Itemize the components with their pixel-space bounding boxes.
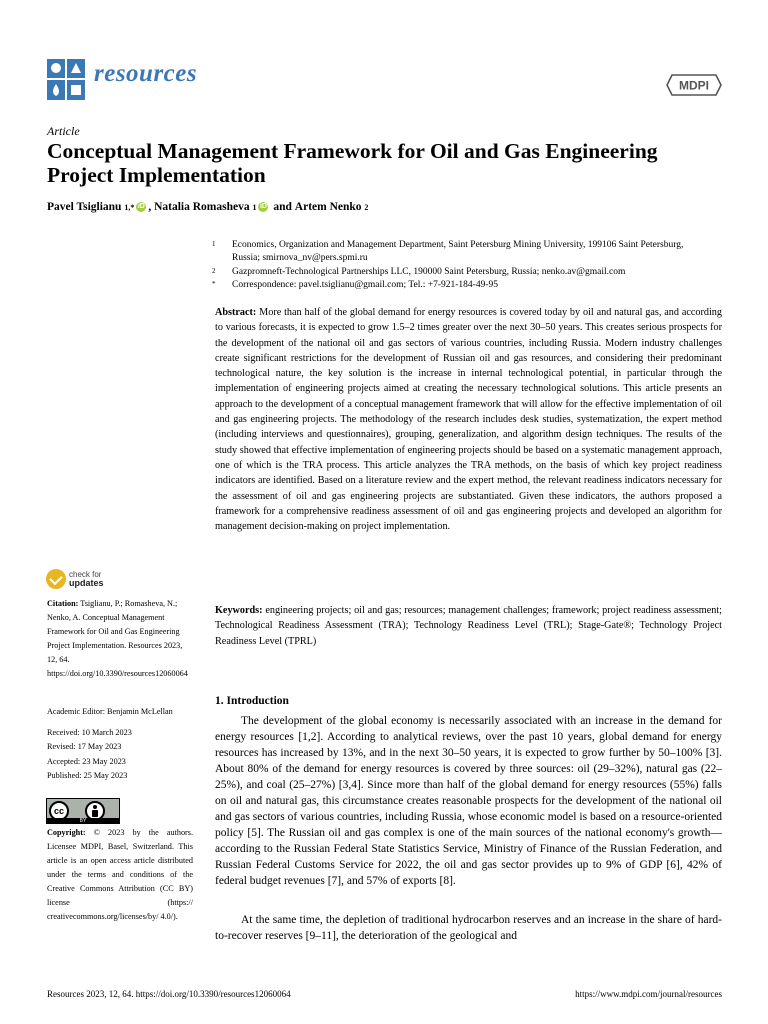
citation-block bbox=[47, 597, 193, 681]
author-affiliation-mark: 2 bbox=[364, 202, 369, 212]
academic-editor: Academic Editor: Benjamin McLellan bbox=[47, 707, 173, 716]
footer-journal-link[interactable]: https://www.mdpi.com/journal/resources bbox=[575, 989, 722, 999]
keywords-label: Keywords: bbox=[215, 605, 263, 616]
citation-text: Tsiglianu, P.; Romasheva, N.; Nenko, A. Conceptual Management Framework for Oil and Gas Engineering Project Implementation. Resources 2023, 12, 64. https://doi.org/10.3390/resources12060064 bbox=[47, 599, 188, 678]
affiliation-text: Economics, Organization and Management Department, Saint Petersburg Mining University, 199106 Saint Petersburg, Russia; smirnova_nv@pers.spmi.ru bbox=[232, 240, 684, 263]
journal-logo-icon bbox=[47, 59, 85, 100]
check-updates-text bbox=[69, 570, 104, 588]
check-updates-line: check for bbox=[69, 570, 102, 579]
affiliation-text: Gazpromneft-Technological Partnerships LLC, 190000 Saint Petersburg, Russia; nenko.av@gmail.com bbox=[232, 267, 626, 277]
author-separator: and bbox=[270, 201, 295, 213]
author-list bbox=[47, 201, 368, 213]
orcid-icon[interactable]: iD bbox=[137, 203, 145, 210]
received-date: Received: 10 March 2023 bbox=[47, 728, 132, 737]
keywords bbox=[215, 603, 722, 649]
mdpi-logo-text: MDPI bbox=[679, 78, 709, 93]
mdpi-logo-icon bbox=[666, 72, 722, 98]
article-type: Article bbox=[47, 124, 80, 138]
cc-icon: cc bbox=[49, 801, 69, 821]
accepted-date: Accepted: 23 May 2023 bbox=[47, 757, 126, 766]
citation-label: Citation: bbox=[47, 599, 79, 608]
author-name[interactable]: Artem Nenko bbox=[294, 201, 362, 213]
check-updates-line: updates bbox=[69, 578, 104, 588]
intro-paragraph: At the same time, the depletion of traditional hydrocarbon reserves and an increase in the share of hard-to-recover reserves [9–11], the deterioration of the geological and bbox=[215, 914, 722, 942]
abstract-text: More than half of the global demand for energy resources is covered today by oil and natural gas, and according to various forecasts, it is expected to grow 1.5–2 times greater over the next 30–50 years. This creates serious prospects for the development of the national oil and gas sectors of various countries, including Russia. Modern industry challenges create significant restrictions for the development of Russian oil and gas resources, and considering their predominant technological nature, the key solution is the increase in internal technological potential, in particular through the implementation of engineering projects aimed at creating the necessary technological solutions. This article presents an approach to the development of a conceptual management framework that will allow for the effective implementation of oil and gas engineering projects. The methodology of the research includes desk studies, systematization, the expert method (including interviews and questionnaires), grouping, generalization, and algorithm design techniques. The results of the study showed that effective implementation of engineering projects should be based on a systematic management approach, one of which is the TRA process. This article analyzes the TRA methods, on the basis of which key project readiness indicators are identified. Based on a literature review and the expert method, the relevant readiness indicators necessary for the assessment of oil and gas engineering projects are substantiated. Given these indicators, the authors proposed a framework for a comprehensive readiness assessment of oil and gas engineering projects and developed an algorithm for management decision-making on project implementation. bbox=[215, 307, 722, 533]
correspondence-text: Correspondence: pavel.tsiglianu@gmail.com; Tel.: +7-921-184-49-95 bbox=[232, 280, 499, 290]
author-separator: , bbox=[148, 201, 155, 213]
intro-paragraph: The development of the global economy is necessarily associated with an increase in the demand for energy resources [1,2]. According to analytical reviews, over the past 10 years, global demand for energy resources has increased by 13%, and in the next 30–50 years, it is expected to grow further by 50–100% [3]. About 80% of the demand for energy resources is covered by three sources: oil (29–32%), natural gas (22–25%), and coal (25–27%) [3,4]. Since more than half of the global demand for energy resources (55%) falls on oil and natural gas, this circumstance creates reasonable prospects for the development of the national oil and gas sectors of various countries, including Russia, whose economic model is based on a resource-oriented policy [5]. The Russian oil and gas complex is one of the main sources of the national economy's growth—according to the Russian Federal State Statistics Service, Ministry of Finance of the Russian Federation, and Russian Federal Customs Service for 2022, the oil and gas sector provides up to 9% of GDP [6], 42% of federal budget revenues [7], and 57% of exports [8]. bbox=[215, 715, 722, 887]
copyright-block bbox=[47, 826, 193, 924]
orcid-icon[interactable]: iD bbox=[259, 203, 267, 210]
affiliation-number: * bbox=[212, 280, 216, 288]
author-affiliation-mark: 1,* bbox=[124, 202, 135, 212]
check-for-updates-badge[interactable] bbox=[46, 569, 116, 591]
published-date: Published: 25 May 2023 bbox=[47, 771, 128, 780]
abstract bbox=[215, 305, 722, 534]
footer-citation: Resources 2023, 12, 64. https://doi.org/10.3390/resources12060064 bbox=[47, 989, 291, 999]
copyright-label: Copyright: bbox=[47, 828, 86, 837]
section-heading: 1. Introduction bbox=[215, 695, 289, 707]
author-affiliation-mark: 1 bbox=[252, 202, 257, 212]
keywords-text: engineering projects; oil and gas; resources; management challenges; framework; project readiness assessment; Technological Readiness Assessment (TRA); Technology Readiness Level (TRL); Stage-Gate®; Technology Project Readiness Level (TPRL) bbox=[215, 605, 723, 647]
check-icon bbox=[46, 569, 66, 589]
article-title: Conceptual Management Framework for Oil and Gas Engineering Project Implementation bbox=[47, 139, 658, 187]
abstract-label: Abstract: bbox=[215, 307, 257, 318]
affiliation-number: 1 bbox=[212, 240, 216, 248]
copyright-text: © 2023 by the authors. Licensee MDPI, Basel, Switzerland. This article is an open access article distributed under the terms and conditions of the Creative Commons Attribution (CC BY) license (https:// creativecommons.org/licenses/by/ 4.0/). bbox=[47, 828, 193, 921]
author-name[interactable]: Natalia Romasheva bbox=[154, 201, 250, 213]
affiliation-number: 2 bbox=[212, 267, 216, 275]
journal-name: resources bbox=[94, 60, 198, 87]
author-name[interactable]: Pavel Tsiglianu bbox=[47, 201, 122, 213]
revised-date: Revised: 17 May 2023 bbox=[47, 742, 122, 751]
cc-by-license-badge[interactable] bbox=[46, 798, 120, 824]
by-label: BY bbox=[47, 818, 119, 824]
